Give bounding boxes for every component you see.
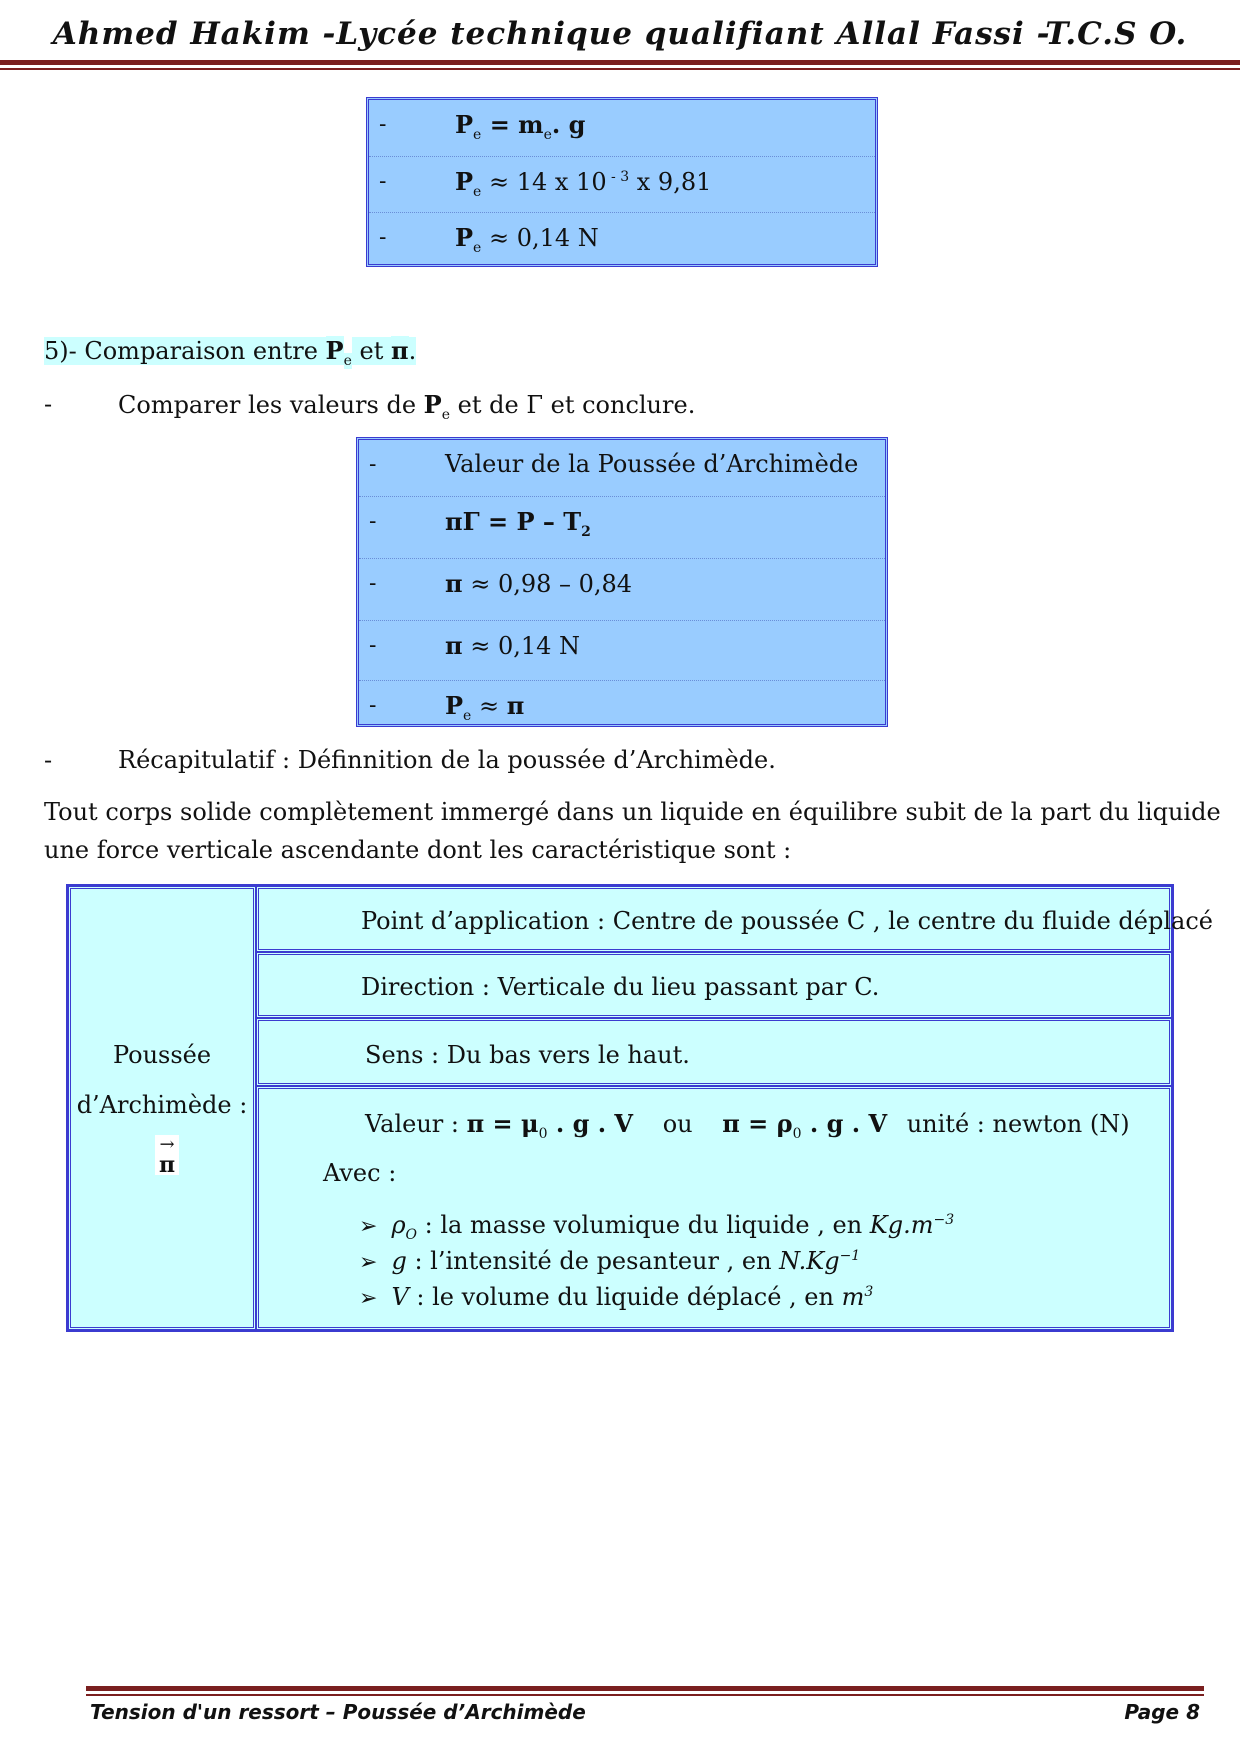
recap-dash: - xyxy=(44,746,53,774)
sense-text: Sens : Du bas vers le haut. xyxy=(365,1041,690,1069)
header-rule-thin xyxy=(0,68,1240,70)
weight-result: $P_e \approx 0,14$ N xyxy=(455,223,599,256)
box2-row xyxy=(359,496,885,555)
header-rule xyxy=(0,60,1240,65)
box2-row xyxy=(359,620,885,679)
page-number: Page 8 xyxy=(1124,1700,1200,1724)
compare-dash: - xyxy=(44,390,53,418)
dash: - xyxy=(379,225,387,250)
dash: - xyxy=(369,452,377,477)
footer-rule xyxy=(86,1686,1204,1691)
footer-title: Tension d'un ressort – Poussée d’Archimède xyxy=(90,1700,586,1724)
arrow-bullet-icon: ➢ xyxy=(359,1250,378,1275)
dash: - xyxy=(379,112,387,137)
dash: - xyxy=(379,169,387,194)
page-header-title: Ahmed Hakim -Lycée technique qualifiant Allal Fassi -T.C.S O. xyxy=(52,16,1188,52)
bullet-volume: ➢ V : le volume du liquide déplacé , en $m^3$ xyxy=(359,1283,874,1311)
archimedes-value-box xyxy=(356,437,888,727)
avec-label: Avec : xyxy=(323,1159,397,1187)
arrow-bullet-icon: ➢ xyxy=(359,1214,378,1239)
weight-numeric: $P_e \approx 14$ x 10 $^{- 3}$ x 9,81 xyxy=(455,167,712,200)
dash: - xyxy=(369,693,377,718)
table-row-sense xyxy=(256,1018,1172,1086)
table-left-cell xyxy=(68,886,256,1330)
recap-text: Récapitulatif : Définnition de la poussée d’Archimède. xyxy=(118,746,776,774)
value-formula-line: Valeur : $\pi = \mu_0$ . g . V ou $\pi = \rho_0$ . g . V unité : newton (N) xyxy=(365,1109,1130,1142)
table-row-direction xyxy=(256,952,1172,1018)
archimedes-formula: $\pi\Gamma = P - T_2$ xyxy=(445,507,591,540)
dash: - xyxy=(369,571,377,596)
application-point-text: Point d’application : Centre de poussée C , le centre du fluide déplacé xyxy=(361,907,1213,935)
table-row-application xyxy=(256,886,1213,952)
arrow-bullet-icon: ➢ xyxy=(359,1286,378,1311)
bullet-density: ➢ $\rho_O$ : la masse volumique du liquide , en $Kg.m^{-3}$ xyxy=(359,1211,955,1243)
box2-row xyxy=(359,680,885,724)
section-5-title: 5)- Comparaison entre $P_e$ et π. xyxy=(44,336,417,369)
archimedes-conclusion: $P_e \approx \pi$ xyxy=(445,691,525,724)
archimedes-value-label: Valeur de la Poussée d’Archimède xyxy=(445,450,859,478)
dash: - xyxy=(369,509,377,534)
dash: - xyxy=(369,633,377,658)
direction-text: Direction : Verticale du lieu passant par C. xyxy=(361,973,880,1001)
box1-row xyxy=(369,212,875,261)
left-label-line1: Poussée xyxy=(112,1041,212,1069)
vector-arrow-icon: → xyxy=(159,1134,175,1155)
archimedes-numeric: π ≈ 0,98 – 0,84 xyxy=(445,569,633,598)
intro-line-1: Tout corps solide complètement immergé dans un liquide en équilibre subit de la part du liquide xyxy=(44,798,1221,826)
pi-symbol: π xyxy=(158,1152,176,1178)
intro-line-2: une force verticale ascendante dont les caractéristique sont : xyxy=(44,836,792,864)
box2-row xyxy=(359,558,885,617)
weight-formula: $P_e = m_e$. g xyxy=(455,110,586,143)
footer-rule-thin xyxy=(86,1694,1204,1696)
pi-vector-symbol xyxy=(155,1134,179,1178)
box1-row xyxy=(369,100,875,158)
box2-row xyxy=(359,440,885,498)
weight-calculation-box xyxy=(366,97,878,267)
box1-row xyxy=(369,156,875,215)
archimedes-result: π ≈ 0,14 N xyxy=(445,631,581,660)
compare-instruction: Comparer les valeurs de $P_e$ et de Γ et conclure. xyxy=(118,390,696,423)
left-label-line2: d’Archimède : xyxy=(76,1091,248,1119)
table-row-value xyxy=(256,1086,1172,1330)
bullet-gravity: ➢ g : l’intensité de pesanteur , en $N.Kg^{-1}$ xyxy=(359,1247,861,1275)
